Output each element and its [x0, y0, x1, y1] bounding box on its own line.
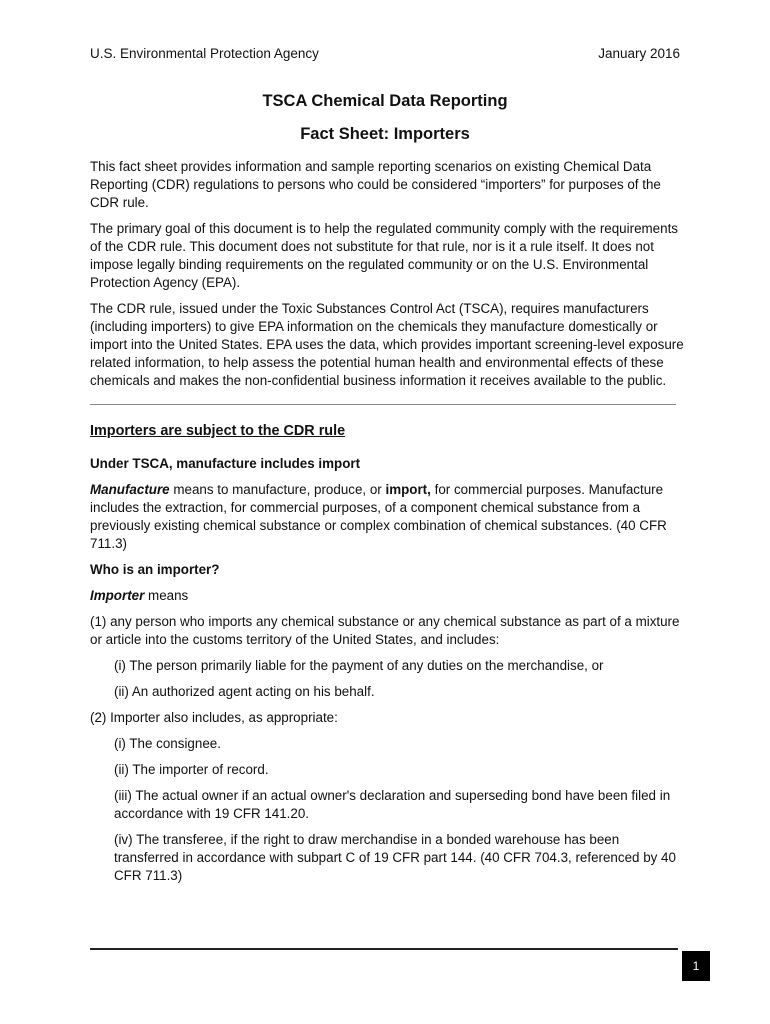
list-item-1: (1) any person who imports any chemical substance or any chemical substance as part of a mixture or article into the customs territory of the United States, and includes: [90, 614, 680, 647]
manufacture-text-1: means to manufacture, produce, or [169, 482, 386, 497]
list-item-1-ii: (ii) An authorized agent acting on his behalf. [114, 684, 375, 699]
subheading-manufacture: Under TSCA, manufacture includes import [90, 456, 361, 471]
document-title: TSCA Chemical Data Reporting [262, 92, 508, 110]
header-date: January 2016 [598, 46, 680, 61]
list-item-2-i: (i) The consignee. [114, 736, 221, 751]
page-header [90, 46, 680, 61]
section-heading: Importers are subject to the CDR rule [90, 423, 346, 439]
subheading-importer: Who is an importer? [90, 562, 220, 577]
document-body [90, 158, 684, 893]
list-item-2-iii: (iii) The actual owner if an actual owner's declaration and superseding bond have been filed in accordance with 19 CFR 141.20. [114, 788, 671, 821]
intro-paragraph-2: The primary goal of this document is to help the regulated community comply with the requirements of the CDR rule. This document does not substitute for that rule, nor is it a rule itself. It does not impose legally binding requirements on the regulated community or on the U.S. Environmental Protection Agency (EPA). [90, 221, 678, 290]
manufacture-text-2: for commercial purposes. Manufacture includes the extraction, for commercial purposes, of a component chemical substance from a previously existing chemical substance or complex combination of chemical substances. (40 CFR 711.3) [90, 482, 667, 551]
list-item-2-ii: (ii) The importer of record. [114, 762, 269, 777]
list-item-2: (2) Importer also includes, as appropriate: [90, 710, 338, 725]
importer-term: Importer [90, 588, 145, 603]
list-item-1-i: (i) The person primarily liable for the payment of any duties on the merchandise, or [114, 658, 604, 673]
importer-definition [90, 587, 684, 605]
manufacture-definition [90, 481, 684, 553]
section-divider [90, 404, 676, 405]
importer-means: means [144, 588, 189, 603]
footer-divider [90, 948, 678, 950]
intro-paragraph-1: This fact sheet provides information and sample reporting scenarios on existing Chemical Data Reporting (CDR) regulations to persons who could be considered “importers” for purposes of the CDR rule. [90, 159, 661, 210]
manufacture-term: Manufacture [90, 482, 170, 497]
document-subtitle: Fact Sheet: Importers [300, 125, 470, 143]
intro-paragraph-3: The CDR rule, issued under the Toxic Substances Control Act (TSCA), requires manufacturers (including importers) to give EPA information on the chemicals they manufacture domestically or import into the United States. EPA uses the data, which provides important screening-level exposure related information, to help assess the potential human health and environmental effects of these chemicals and makes the non-confidential business information it receives available to the public. [90, 301, 684, 388]
header-agency: U.S. Environmental Protection Agency [90, 46, 319, 61]
manufacture-import-word: import, [385, 482, 431, 497]
list-item-2-iv: (iv) The transferee, if the right to draw merchandise in a bonded warehouse has been transferred in accordance with subpart C of 19 CFR part 144. (40 CFR 704.3, referenced by 40 CFR 711.3) [114, 832, 676, 883]
page-number: 1 [682, 951, 710, 981]
